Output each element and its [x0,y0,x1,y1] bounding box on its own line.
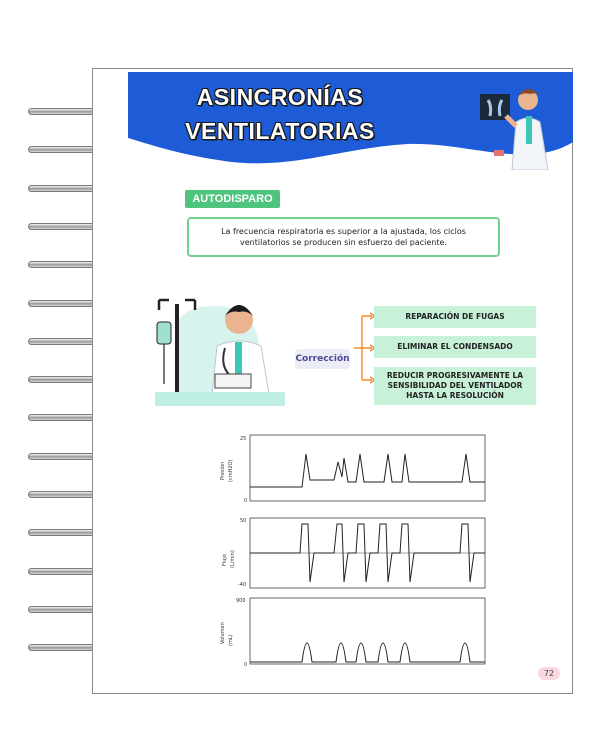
option-repair-leaks: REPARACIÓN DE FUGAS [374,306,536,328]
volume-max: 900 [236,598,246,604]
flow-max: 50 [240,518,247,524]
definition-text: La frecuencia respiratoria es superior a la ajustada, los ciclos ventilatorios se producen sin esfuerzo del paciente. [221,227,466,247]
option-reduce-sensitivity: REDUCIR PROGRESIVAMENTE LA SENSIBILIDAD DEL VENTILADOR HASTA LA RESOLUCIÓN [374,367,536,405]
pressure-label: Presión [220,461,226,480]
flow-label: Flujo [222,554,228,566]
volume-unit: (mL) [228,634,234,646]
title-line-2: VENTILATORIAS [185,118,375,144]
definition-box [187,217,500,257]
doctor-desk-icon [155,296,285,406]
flow-min: -40 [238,582,247,588]
flow-unit: (L/min) [230,550,236,568]
doctor-xray-icon [476,80,554,170]
ventilator-waveforms [210,432,495,672]
correction-arrows [350,306,376,390]
volume-min: 0 [244,662,248,668]
pressure-unit: (cmH2O) [228,459,234,482]
volume-label: Volumen [220,622,226,644]
pressure-min: 0 [244,498,248,504]
pressure-max: 25 [240,436,247,442]
title-line-1: ASINCRONÍAS [196,84,364,110]
section-badge: AUTODISPARO [185,190,280,208]
option-remove-condensate: ELIMINAR EL CONDENSADO [374,336,536,358]
page-number: 72 [538,667,560,680]
correction-label: Corrección [295,349,350,369]
